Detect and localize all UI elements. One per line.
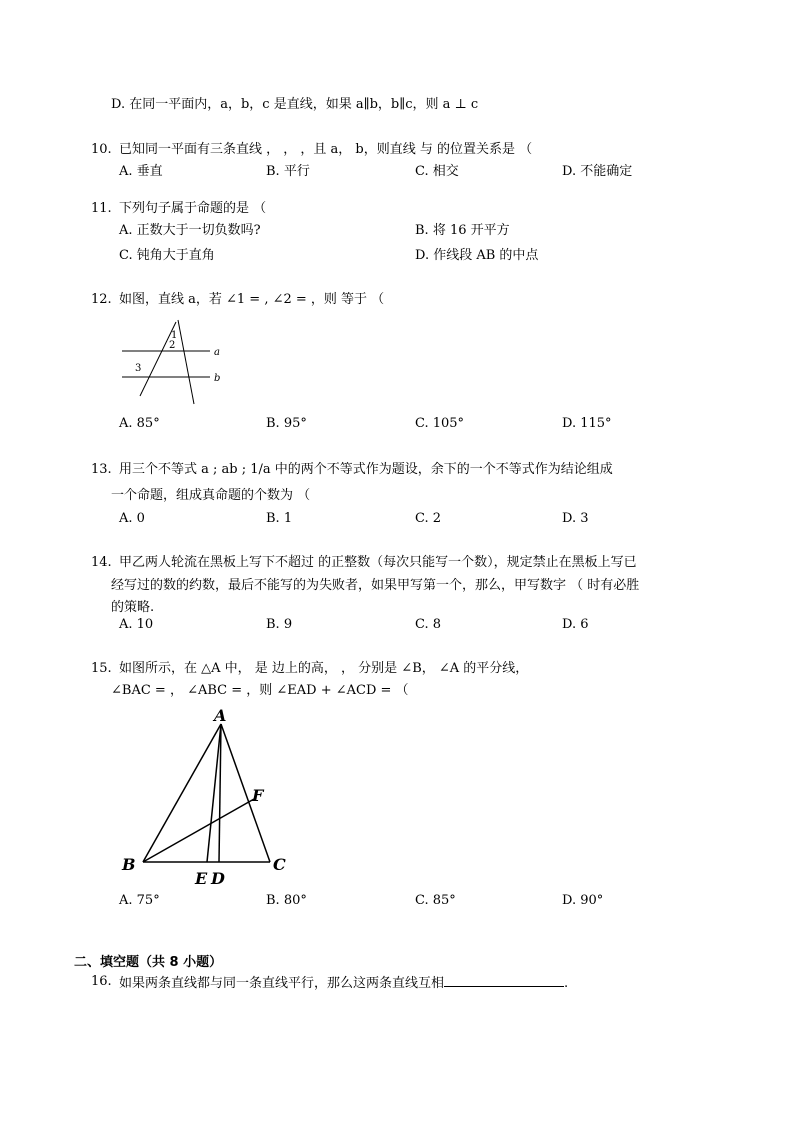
- q14-option-c: C. 8: [415, 617, 442, 632]
- q12-label-b: b: [214, 373, 221, 384]
- q14-stem-line3: 的策略.: [111, 600, 155, 615]
- q12-option-b: B. 95°: [266, 416, 307, 431]
- q15-option-b: B. 80°: [266, 893, 307, 908]
- q13-option-c: C. 2: [415, 511, 442, 526]
- q12-number: 12.: [91, 292, 112, 307]
- q13-number: 13.: [91, 462, 112, 477]
- q15-label-e: E: [195, 869, 208, 888]
- q15-figure: [115, 700, 300, 890]
- q15-label-c: C: [273, 855, 286, 874]
- q12-stem: 如图，直线 a，若 ∠1 = , ∠2 = ，则 等于 （: [119, 292, 385, 307]
- q15-option-c: C. 85°: [415, 893, 456, 908]
- q15-option-d: D. 90°: [562, 893, 604, 908]
- q12-option-c: C. 105°: [415, 416, 465, 431]
- q10-stem: 已知同一平面有三条直线 ， ， ，且 a， b，则直线 与 的位置关系是 （: [119, 142, 533, 157]
- q15-label-b: B: [122, 855, 136, 874]
- q15-stem-line2: ∠BAC = ， ∠ABC = ，则 ∠EAD + ∠ACD = （: [111, 683, 409, 698]
- q15-label-d: D: [211, 869, 225, 888]
- q10-option-b: B. 平行: [266, 164, 310, 179]
- q14-number: 14.: [91, 555, 112, 570]
- q13-option-d: D. 3: [562, 511, 589, 526]
- q14-option-d: D. 6: [562, 617, 589, 632]
- q11-option-c: C. 钝角大于直角: [119, 248, 215, 263]
- q11-option-d: D. 作线段 AB 的中点: [415, 248, 539, 263]
- q15-label-f: F: [252, 786, 264, 805]
- q14-stem-line1: 甲乙两人轮流在黑板上写下不超过 的正整数（每次只能写一个数），规定禁止在黑板上写已: [119, 555, 637, 570]
- q12-label-1: 1: [171, 330, 178, 341]
- q15-number: 15.: [91, 661, 112, 676]
- q10-option-c: C. 相交: [415, 164, 459, 179]
- q12-option-d: D. 115°: [562, 416, 612, 431]
- q14-stem-line2: 经写过的数的约数，最后不能写的为失败者，如果甲写第一个，那么，甲写数字 （ 时有必胜: [111, 578, 640, 593]
- q11-number: 11.: [91, 201, 112, 216]
- q15-stem-line1: 如图所示，在 △A 中， 是 边上的高， ， 分别是 ∠B， ∠A 的平分线，: [119, 661, 529, 676]
- q12-label-2: 2: [169, 340, 176, 351]
- q12-label-3: 3: [135, 363, 142, 374]
- q11-option-b: B. 将 16 开平方: [415, 223, 510, 238]
- q13-stem-line2: 一个命题，组成真命题的个数为 （: [111, 488, 311, 503]
- section-title: 二、填空题（共 8 小题）: [74, 955, 223, 970]
- q16-number: 16.: [91, 974, 112, 989]
- q13-option-a: A. 0: [119, 511, 145, 526]
- q16-line: [119, 974, 568, 992]
- q16-stem: 如果两条直线都与同一条直线平行，那么这两条直线互相: [119, 976, 445, 991]
- q14-option-a: A. 10: [119, 617, 154, 632]
- q16-end: .: [564, 976, 569, 991]
- q10-option-d: D. 不能确定: [562, 164, 633, 179]
- q12-option-a: A. 85°: [119, 416, 160, 431]
- q10-option-a: A. 垂直: [119, 164, 163, 179]
- q14-option-b: B. 9: [266, 617, 293, 632]
- q13-stem-line1: 用三个不等式 a ; ab ; 1/a 中的两个不等式作为题设，余下的一个不等式作为结论组成: [119, 462, 613, 477]
- q10-number: 10.: [91, 142, 112, 157]
- q13-option-b: B. 1: [266, 511, 293, 526]
- q15-label-a: A: [214, 706, 227, 725]
- q16-answer-blank[interactable]: [444, 974, 564, 987]
- q12-figure: [118, 316, 228, 408]
- q15-option-a: A. 75°: [119, 893, 160, 908]
- q11-stem: 下列句子属于命题的是 （: [119, 201, 267, 216]
- q11-option-a: A. 正数大于一切负数吗?: [119, 223, 261, 238]
- q9-option-d: D. 在同一平面内，a，b，c 是直线，如果 a∥b，b∥c，则 a ⊥ c: [111, 97, 479, 112]
- q12-label-a: a: [214, 347, 220, 358]
